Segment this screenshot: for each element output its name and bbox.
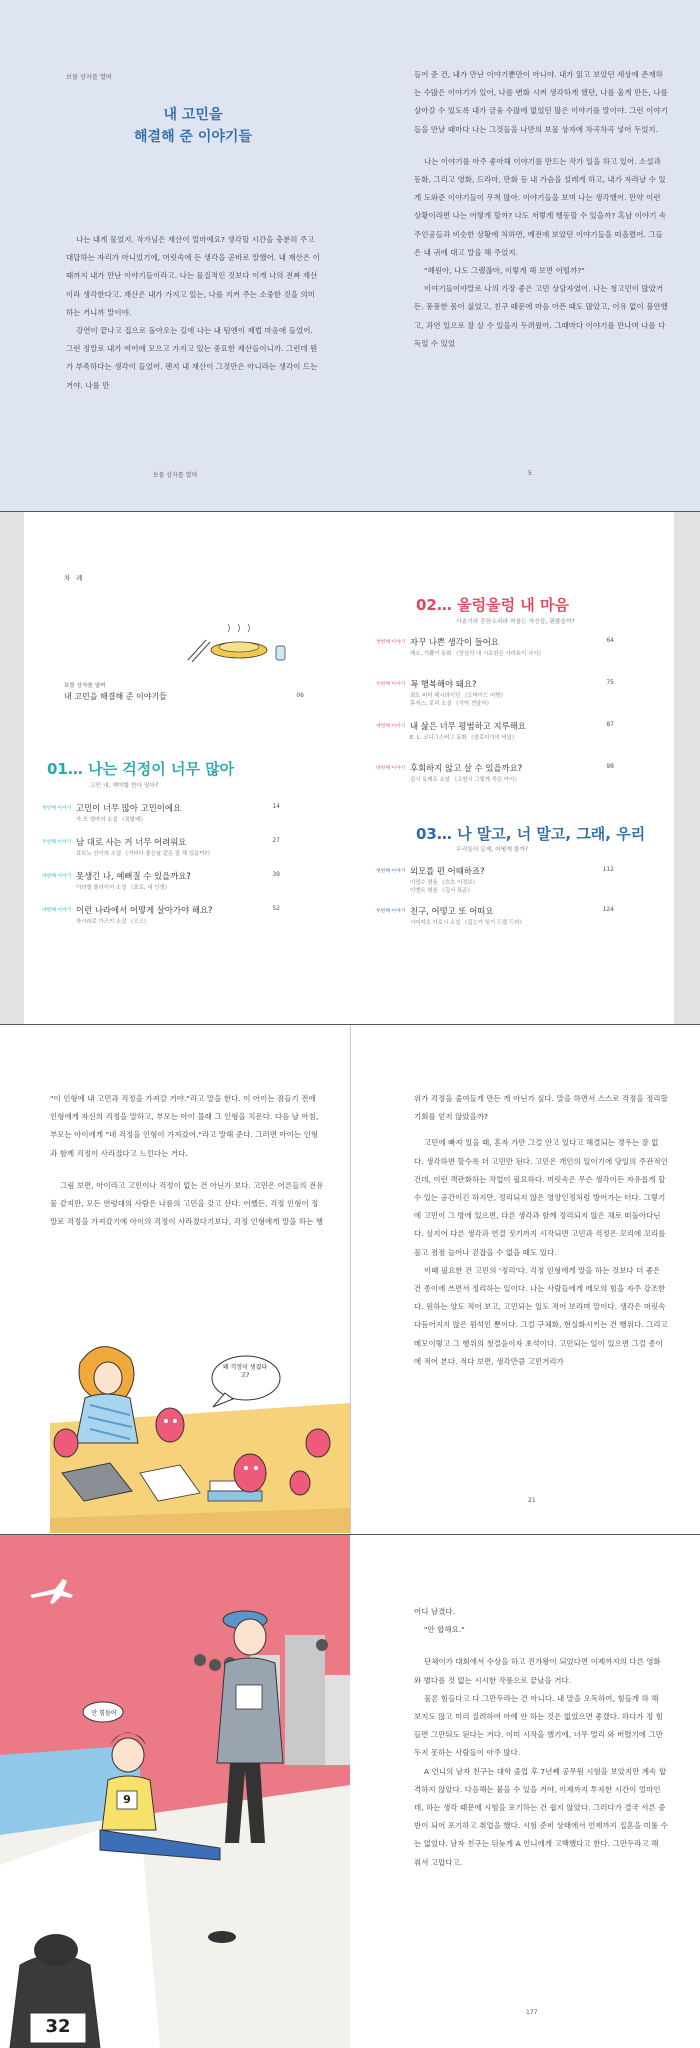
paragraph: 고민에 빠져 있을 때, 혼자 가만 그걸 안고 있다고 해결되는 경우는 잘 없다. 생각하면 할수록 더 고민만 된다. 고민은 개인의 일이기에 당일의 주관적인 건데, 이런 객관화하는 작업이 필요하다. 머릿속은 무슨 생각이든 자유롭게 할 수 있는 공간이긴 하지만, 정리되지 않은 영양인정처럼 방어가는 터다. 그렇기에 고민이 그 방에 있으면, 다른 생각과 함께 정리되지 않은 채로 떠돌아다닌다. 심지어 다른 생각과 연결 짓기까지 시작되면 고민과 걱정은 꼬리에 꼬리를 물고 점점 늘어나 걷잡을 수 없을 때도 있다. <box>414 1138 668 1257</box>
chapter-title-line-1: 내 고민을 <box>163 107 223 123</box>
toc-entry-title: 못생긴 나, 예뻐질 수 있을까요? <box>76 871 191 881</box>
paragraph: 나는 이야기를 아주 좋아해 이야기를 만드는 작가 일을 하고 있어. 소설과 동화, 그리고 영화, 드라마, 만화 등 내 가슴을 설레게 하고, 내가 자라날 수 있게 도와준 이야기들이 무척 많아. 이야기들을 보며 나는 생각했어. 만약 이런 상황이라면 나는 어떻게 할까? 나도 저렇게 행동할 수 있을까? 혹남 이야기 속 주인공들과 비슷한 상황에 처하면, 예전에 보았던 이야기들을 떠올렸어. 그들은 내 귀에 대고 말을 해 주었지. <box>414 156 667 257</box>
toc-entry[interactable] <box>42 904 280 934</box>
toc-entry-page: 112 <box>602 866 614 873</box>
toc-entry-tag: 두번째 이야기 <box>376 682 406 687</box>
spread-preface <box>0 0 700 511</box>
chapter-1-heading[interactable]: 01… 나는 걱정이 너무 많아 <box>47 760 235 778</box>
paragraph: 단체이가 대회에서 수상을 하고 진가왕이 되었다면 이제까지의 다른 영화와 별다를 것 없는 시시한 작품으로 끝났을 거다. <box>414 1657 661 1685</box>
toc-entry-title: 외모를 편 어때하죠? <box>410 866 485 876</box>
body-text-left <box>50 1090 324 1231</box>
toc-right-page <box>350 512 674 1025</box>
toc-intro-chapter: 보물 상자를 열며 <box>64 683 106 689</box>
bib-number-girl: 9 <box>123 1793 131 1806</box>
speech-bubble-text: 왜 걱정이 생겼다고? <box>222 1364 268 1379</box>
toc-entry[interactable] <box>376 720 614 750</box>
chapter-title <box>66 104 320 148</box>
running-header: 보물 상자를 열며 <box>66 74 112 81</box>
paragraph: 위가 걱정을 줄여들게 만든 게 아닌가 싶다. 말을 하면서 스스로 걱정을 정리할 기회를 얻지 않았을까? <box>414 1094 668 1122</box>
toc-entry-title: 후회하지 않고 살 수 있을까요? <box>410 763 523 773</box>
chapter-2-subtitle: 사춘기와 흔한소리라 어울는 자신들, 괜찮을까? <box>456 619 575 625</box>
body-text-right <box>414 1603 668 1872</box>
toc-entry[interactable] <box>376 905 614 935</box>
toc-entry-subtitle: 최도 피터 레시라이던 《도바이드 어쩜》 휴저스, 로리 소설 《기억 전달자》 <box>410 693 506 707</box>
toc-intro-title: 내 고민을 해결해 준 이야기들 <box>64 692 167 701</box>
toc-entry-page: 124 <box>602 906 614 913</box>
page-number: 21 <box>528 1497 536 1504</box>
toc-entry-page: 75 <box>606 679 614 686</box>
worry-doll-illustration <box>50 1333 350 1533</box>
spread-worry-doll <box>0 1025 700 1534</box>
toc-entry-page: 39 <box>272 871 280 878</box>
toc-label: 차 례 <box>64 574 85 582</box>
toc-entry-title: 자꾸 나쁜 생각이 들어요 <box>410 637 499 647</box>
body-text-right <box>414 1090 668 1371</box>
chapter-1-subtitle: 고민 내, 해야할 한다 잊다? <box>90 783 159 789</box>
paragraph: 어디 남겼다. <box>414 1607 456 1616</box>
toc-entry-tag: 두번째 이야기 <box>42 840 72 845</box>
chapter-title-line-2: 해결해 준 이야기들 <box>134 129 252 145</box>
runner-number: 32 <box>45 2016 71 2037</box>
toc-entry-tag: 네번째 이야기 <box>42 908 72 913</box>
paragraph: 들어 준 건, 내가 만난 이야기뿐만이 아니야. 내가 읽고 보았던 세상에 존재하는 수많은 이야기가 있어, 나를 변화 시켜 생각하게 했던, 나를 울게 만든, 나를 살아갈 수 있도록 내가 금융 수많에 없었던 많은 이야기를 말이야. 그런 이야기들을 만날 때마다 나는 그것들을 나만의 보물 상자에 차곡차곡 넣어 두었지. <box>414 70 668 134</box>
toc-entry-page: 14 <box>272 803 280 810</box>
toc-entry-subtitle: 가 모 엄마의 소설 《폭탈레》 <box>76 817 146 823</box>
page-footer: 보물 상자를 열며 <box>152 472 198 479</box>
toc-entry[interactable] <box>376 865 614 895</box>
toc-entry-tag: 세번째 이야기 <box>42 874 72 879</box>
chapter-3-heading[interactable]: 03… 나 말고, 너 말고, 그래, 우리 <box>416 825 646 843</box>
toc-entry-title: 남 대로 사는 거 너무 어려워요 <box>76 837 187 847</box>
toc-entry-subtitle: 김시 요레프 소설 《고원시 그렇게 죽은 아이》 <box>410 777 520 783</box>
paragraph: "혜원아, 나도 그랬잖아, 이렇게 해 보면 어떨까?" <box>424 266 585 276</box>
toc-entry-title: 꼭 행복해야 돼요? <box>410 679 477 689</box>
page-number: 5 <box>528 470 532 477</box>
toc-intro[interactable] <box>64 681 304 703</box>
paragraph: 그림 보면, 아이라고 고민이나 걱정이 없는 건 아닌가 보다. 고민은 어른들의 전유물 같지만, 모든 연령대의 사람은 나름의 고민을 갖고 산다. 어쨌든, 걱정 인형이 정말로 걱정을 가져갔기에 아이의 걱정이 사라졌다기보다, 걱정 인형에게 말을 하는 행 <box>50 1180 324 1227</box>
marathon-illustration <box>0 1535 350 2048</box>
toc-entry-tag: 첫번째 이야기 <box>42 806 72 811</box>
toc-intro-page: 06 <box>296 692 304 699</box>
chapter-2-heading[interactable]: 02… 울렁울렁 내 마음 <box>416 596 569 614</box>
page-gutter <box>350 1025 351 1534</box>
spread-table-of-contents <box>0 512 700 1025</box>
toc-entry-page: 98 <box>606 763 614 770</box>
toc-entry-title: 고민이 너무 많아 고민이에요 <box>76 803 182 813</box>
toc-entry-subtitle: 시어지오 가로시 소설 《깊는가 잊기 드렸 드라》 <box>410 920 525 926</box>
toc-entry[interactable] <box>42 802 280 832</box>
toc-entry-subtitle: 이영수 엮음 《흐흐 이정보》 이엔트 엮음 《깊서 표준》 <box>410 880 478 894</box>
page-number: 177 <box>526 2009 538 2016</box>
speech-bubble-text: 안 힘들어 <box>91 1710 117 1717</box>
paragraph: "이 인형에 내 고민과 걱정을 가져갈 거야."라고 말을 한다. 이 아이는 잠들기 전에 인형에게 자신의 걱정을 말하고, 부모는 아이 몰래 그 인형을 치운다. 다음 날 아침, 부모는 아이에게 "네 걱정을 인형이 가져갔어."라고 말해 준다. 그러면 아이는 인형과 함께 걱정이 사라졌다고 느낀다는 거다. <box>50 1094 319 1158</box>
paragraph: A 언니의 남자 친구는 대학 졸업 후 7년째 공무원 시험을 보았지만 계속 합격하지 않았다. 다음해는 붙을 수 있을 거야, 이제까지 투자한 시간이 얼마인데, 하는 생각 때문에 시험을 포기하는 건 쉽지 않았다. 그러다가 결국 서른 중반이 되어 포기하고 취업을 했다. 시험 준비 상태에서 언제까지 집혼을 미룰 수는 없었다. 남자 친구는 뒤늦게 A 언니에게 고백했다고 한다. 그만두라고 해 줘서 고맙다고. <box>414 1766 668 1867</box>
toc-entry-subtitle: E. L. 코니그스버그 동화 《클로디아의 비밀》 <box>410 735 518 741</box>
toc-entry-subtitle: 이라엘 플라이어 소설 《표로, 내 인생》 <box>76 885 170 891</box>
body-text-left <box>66 231 320 395</box>
toc-entry-subtitle: 하시라로 가즈키 소설 《으으》 <box>76 919 150 925</box>
toc-entry[interactable] <box>376 636 614 666</box>
paragraph: 강연이 끝나고 집으로 돌아오는 길에 나는 내 팀엔이 제법 마음에 들었어. 그런 정말로 내가 여어에 모으고 가지고 있는 중요한 재산들이니까. 그런데 뭔가 부족하다는 생각이 들었어. 팬지 내 재산이 그것만은 아니라는 생각이 드는 거야. 나를 만 <box>66 326 318 390</box>
toc-entry-page: 27 <box>272 837 280 844</box>
paragraph: 물론 힘들다고 다 그만두라는 건 아니다. 내 말을 오독하여, 힘들게 하 해 보지도 않고 미리 질려하여 아예 안 하는 것은 없었으면 좋겠다. 하다가 정 힘들면 그만둬도 된다는 거다. 이미 시작을 했기에, 너무 멀리 와 버렸기에 그만두지 못하는 사람들이 아주 많다. <box>414 1693 664 1758</box>
paragraph: "안 합해요." <box>424 1625 465 1635</box>
toc-entry[interactable] <box>376 678 614 708</box>
toc-entry-tag: 첫번째 이야기 <box>376 640 406 645</box>
toc-entry[interactable] <box>42 870 280 900</box>
spread-marathon <box>0 1535 700 2048</box>
toc-entry-title: 이런 나라에서 어떻게 살아가야 해요? <box>76 905 213 915</box>
toc-entry-page: 64 <box>606 637 614 644</box>
body-text-right <box>414 66 668 353</box>
toc-entry[interactable] <box>42 836 280 866</box>
food-illustration <box>184 624 294 664</box>
toc-entry-tag: 네번째 이야기 <box>376 766 406 771</box>
toc-entry-page: 87 <box>606 721 614 728</box>
chapter-3-subtitle: 우리들의 문제, 어떻게 풀까? <box>456 847 529 853</box>
paragraph: 이때 필요한 건 고민의 '정리'다. 걱정 인형에게 말을 하는 것보다 더 좋은 건 종이에 쓰면서 정리하는 일이다. 나는 사람들에게 메모의 힘을 자주 강조한다. 원하는 양도 적어 보고, 고민되는 일도 적어 보라며 말이다. 생각은 머릿속 다듬어지지 않은 원석인 뿐이다. 그걸 구체화, 현실화시키는 건 행위다. 그리고 메모이렇고 그 행위의 첫걸음이자 초석이다. 고민되는 일이 있으면 그걸 종이에 적어 본다. 적다 보면, 생각만큼 고민거리가 <box>414 1265 668 1366</box>
toc-entry-page: 52 <box>272 905 280 912</box>
toc-entry-tag: 세번째 이야기 <box>376 724 406 729</box>
paragraph: 이야기들이야말로 나의 가장 좋은 고민 상담자였어. 나는 청고민이 많았거든. 풍풍한 몸이 싫었고, 친구 때문에 마음 아픈 때도 많았고, 이유 없이 불안했고, 과연 있으로 잘 살 수 있을지 두려웠어. 그때마다 이야기를 만나며 나를 다독일 수 있었 <box>414 284 668 348</box>
toc-entry-subtitle: 큐모노 신이의 소설 《거미다 좋은날 같은 잘 해 있을까?》 <box>76 851 213 857</box>
toc-entry-tag: 두번째 이야기 <box>376 909 406 914</box>
toc-entry-tag: 첫번째 이야기 <box>376 869 406 874</box>
paragraph: 나는 내게 물었지. 작가님은 재산이 얼마예요? 생각할 시간을 충분히 주고 대답하는 자리가 아니었기에, 머릿속에 든 생각을 곧바로 말했어. 내 재산은 이때까지 내가 만난 이야기들이라고. 나는 물질적인 것보다 이게 나의 전짜 재산이라 생각한다고. 재산은 내가 가지고 있는, 나를 지켜 주는 소중한 것을 의미하는 거니까 말이야. <box>66 235 320 317</box>
toc-entry-title: 내 삶은 너무 평범하고 지루해요 <box>410 721 526 731</box>
toc-left-page <box>24 512 350 1025</box>
toc-entry[interactable] <box>376 762 614 792</box>
toc-entry-title: 친구, 어떻고 또 어떠요 <box>410 906 494 916</box>
toc-entry-subtitle: 해소, 기쁨이 동화 《당심의 내 시요한은 사라토이 사이》 <box>410 651 544 657</box>
